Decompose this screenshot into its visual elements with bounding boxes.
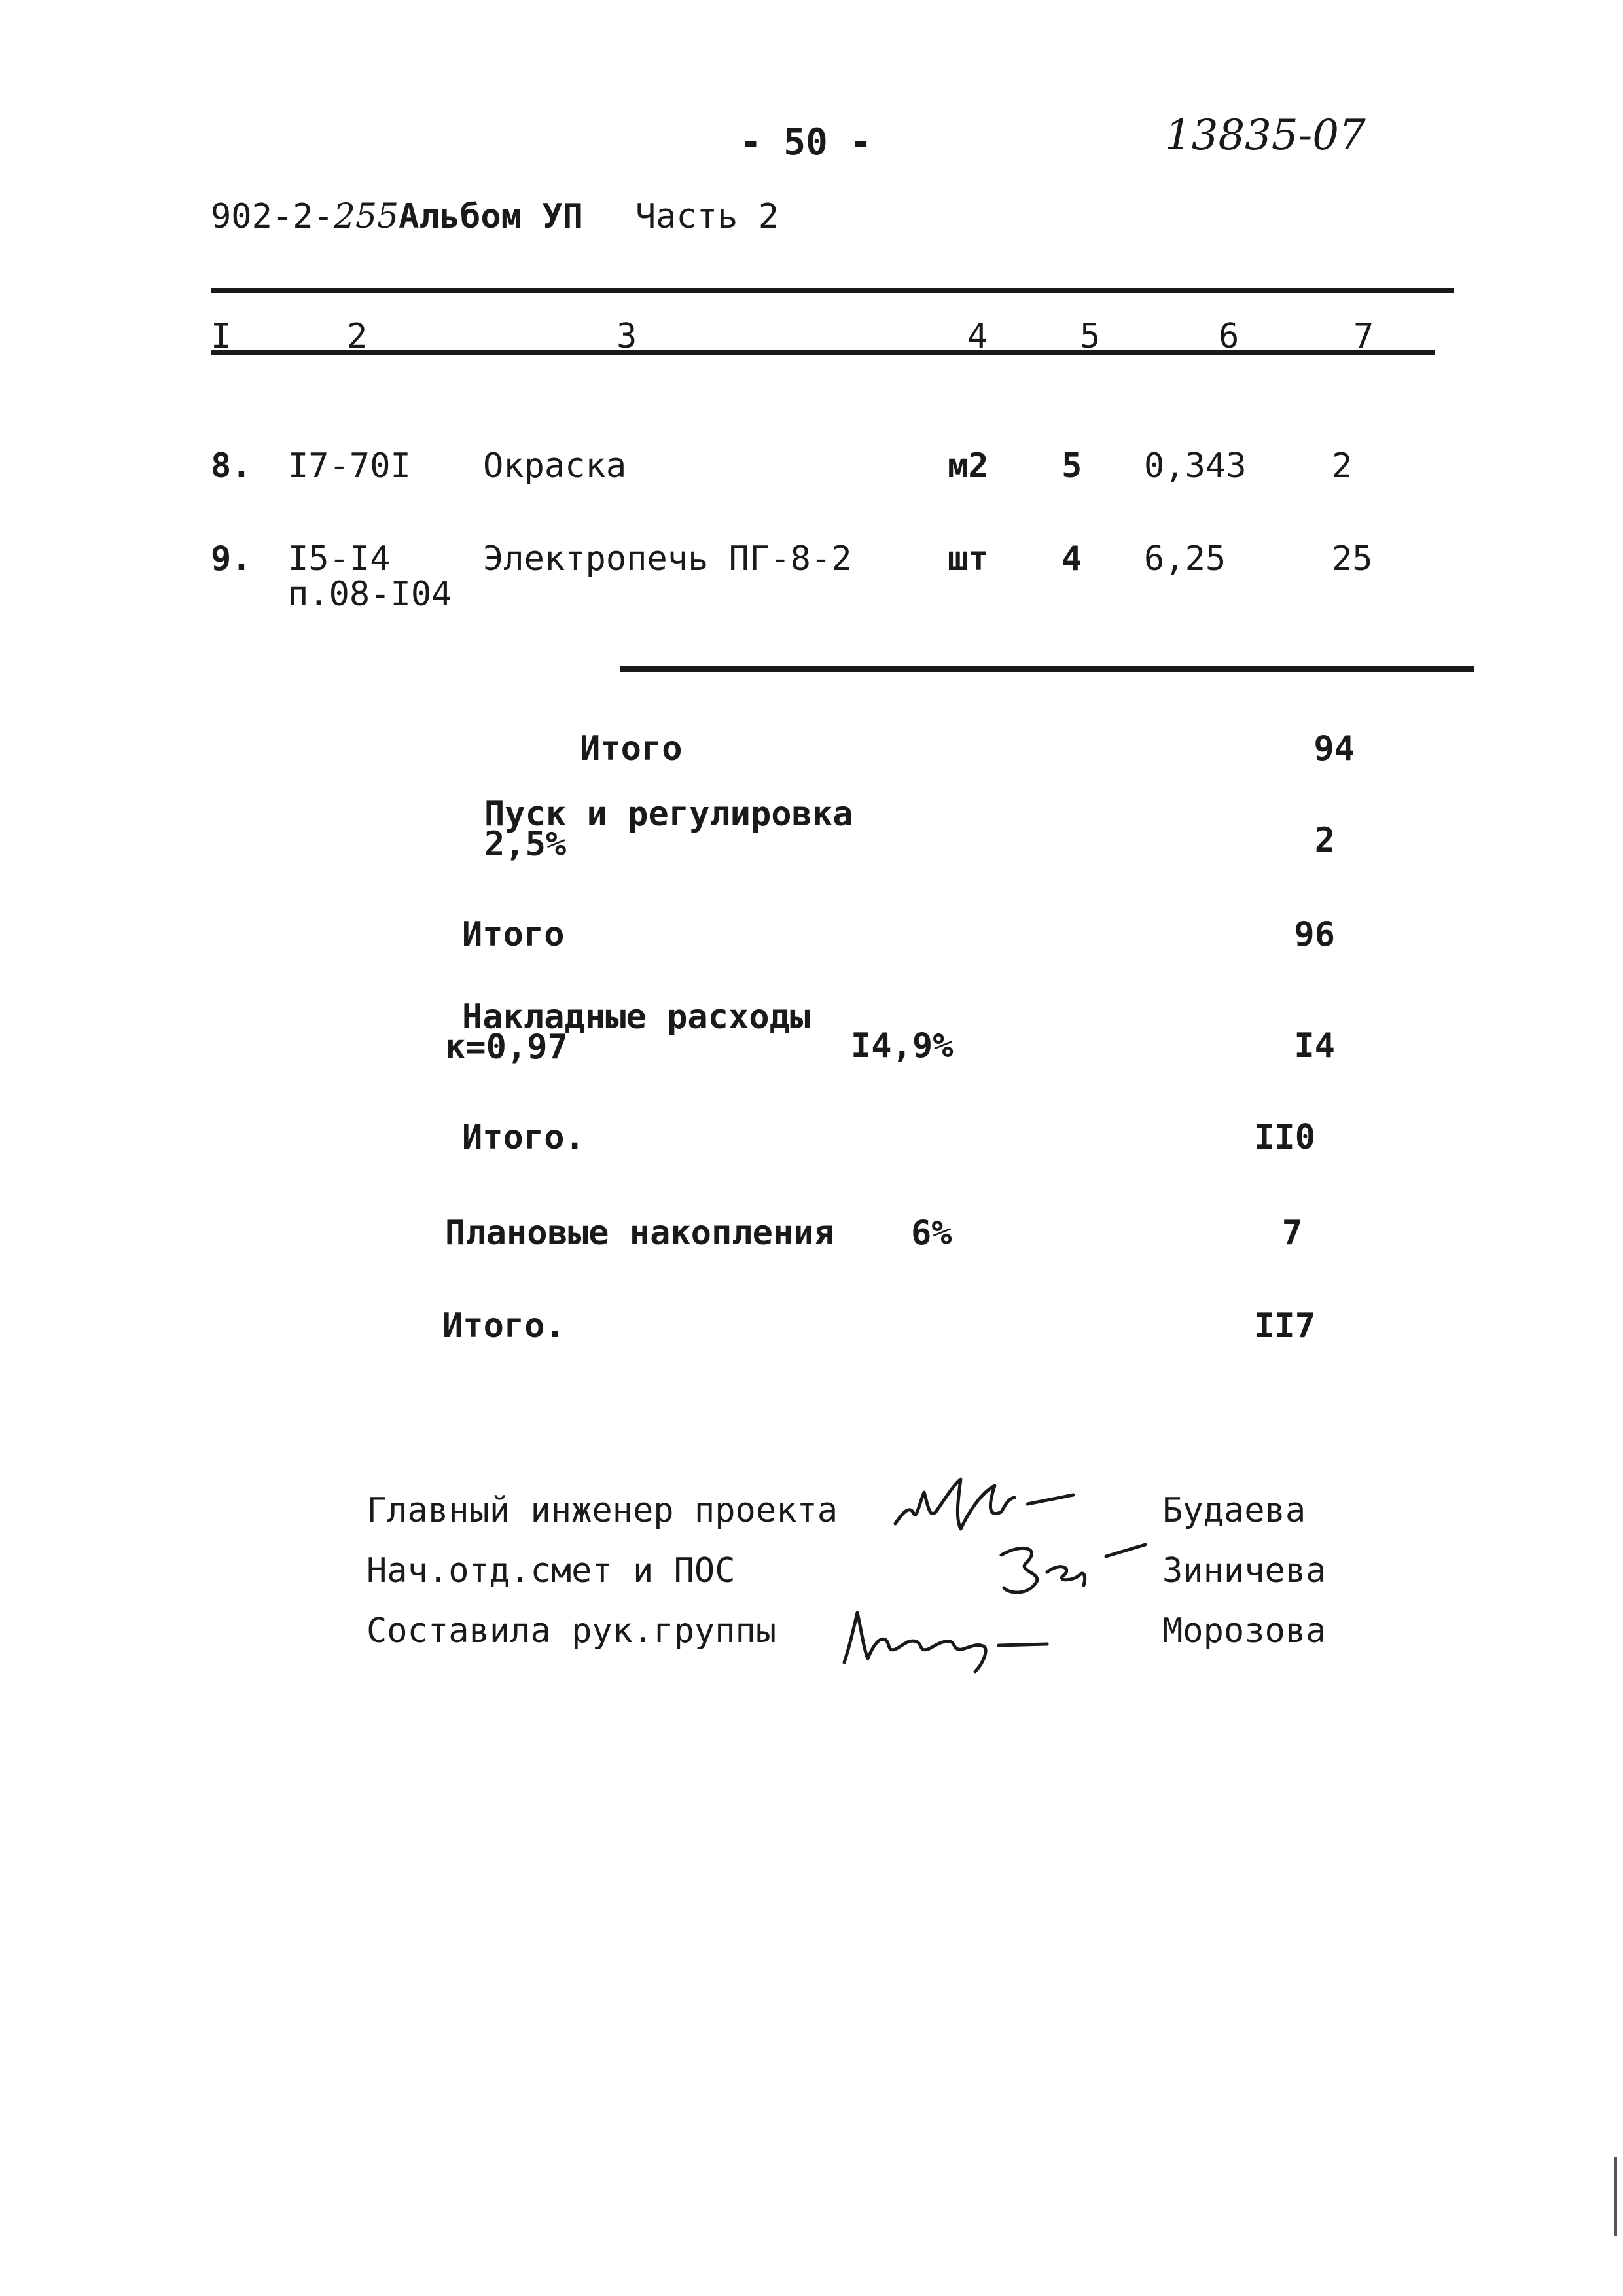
overhead-value: I4 xyxy=(1294,1026,1335,1066)
table-top-rule xyxy=(211,288,1454,293)
pusk-value: 2 xyxy=(1314,821,1335,860)
planned-savings-value: 7 xyxy=(1281,1213,1302,1253)
row-qty: 5 xyxy=(1061,446,1082,486)
table-header-rule xyxy=(211,350,1435,355)
column-header-1: I xyxy=(211,317,232,356)
code-handwritten: 255 xyxy=(333,197,399,236)
itogo-label: Итого. xyxy=(442,1306,565,1346)
pusk-label: Пуск и регулировка xyxy=(484,795,853,834)
itogo-label: Итого xyxy=(462,915,565,954)
overhead-coefficient: к=0,97 xyxy=(445,1028,568,1067)
signature-title: Главный инженер проекта xyxy=(366,1491,838,1530)
planned-savings-label: Плановые накопления xyxy=(445,1213,834,1253)
itogo-value: II0 xyxy=(1254,1118,1315,1157)
itogo-value: II7 xyxy=(1254,1306,1315,1346)
itogo-label: Итого xyxy=(580,729,683,768)
album-label: Альбом УП xyxy=(399,197,583,236)
row-total: 25 xyxy=(1332,539,1373,579)
itogo-value: 94 xyxy=(1313,729,1355,768)
code-prefix: 902-2- xyxy=(211,197,334,236)
row-number: 8. xyxy=(211,446,252,486)
column-header-6: 6 xyxy=(1219,317,1240,356)
row-number: 9. xyxy=(211,539,252,579)
itogo-value: 96 xyxy=(1294,915,1335,954)
column-header-4: 4 xyxy=(967,317,988,356)
row-code: I7-70I xyxy=(288,446,411,486)
signature-mark-zinicheva xyxy=(995,1535,1152,1607)
signature-mark-morozova xyxy=(838,1604,1060,1676)
row-price: 6,25 xyxy=(1144,539,1226,579)
summary-rule xyxy=(620,666,1474,672)
row-code-secondary: п.08-I04 xyxy=(288,575,452,614)
overhead-label: Накладные расходы xyxy=(462,997,811,1037)
row-price: 0,343 xyxy=(1144,446,1247,486)
signature-title: Составила рук.группы xyxy=(366,1611,777,1651)
signature-name: Морозова xyxy=(1162,1611,1327,1651)
pusk-rate: 2,5% xyxy=(484,825,567,864)
column-header-2: 2 xyxy=(347,317,368,356)
column-header-7: 7 xyxy=(1353,317,1374,356)
column-header-3: 3 xyxy=(616,317,637,356)
part-label: Часть 2 xyxy=(635,197,779,236)
page-number: - 50 - xyxy=(740,121,872,164)
planned-savings-rate: 6% xyxy=(911,1213,952,1253)
row-unit: м2 xyxy=(948,446,989,486)
row-name: Электропечь ПГ-8-2 xyxy=(483,539,852,579)
document-code xyxy=(211,197,779,236)
scan-artifact xyxy=(1614,2157,1617,2236)
row-code: I5-I4 xyxy=(288,539,391,579)
signature-name: Зиничева xyxy=(1162,1551,1327,1590)
column-header-5: 5 xyxy=(1080,317,1101,356)
overhead-rate: I4,9% xyxy=(851,1026,954,1066)
signature-mark-budaeva xyxy=(890,1466,1080,1538)
document-number: 13835-07 xyxy=(1165,111,1366,160)
row-total: 2 xyxy=(1332,446,1353,486)
signature-title: Нач.отд.смет и ПОС xyxy=(366,1551,736,1590)
row-qty: 4 xyxy=(1061,539,1082,579)
itogo-label: Итого. xyxy=(462,1118,585,1157)
signature-name: Будаева xyxy=(1162,1491,1306,1530)
row-name: Окраска xyxy=(483,446,627,486)
row-unit: шт xyxy=(948,539,989,579)
